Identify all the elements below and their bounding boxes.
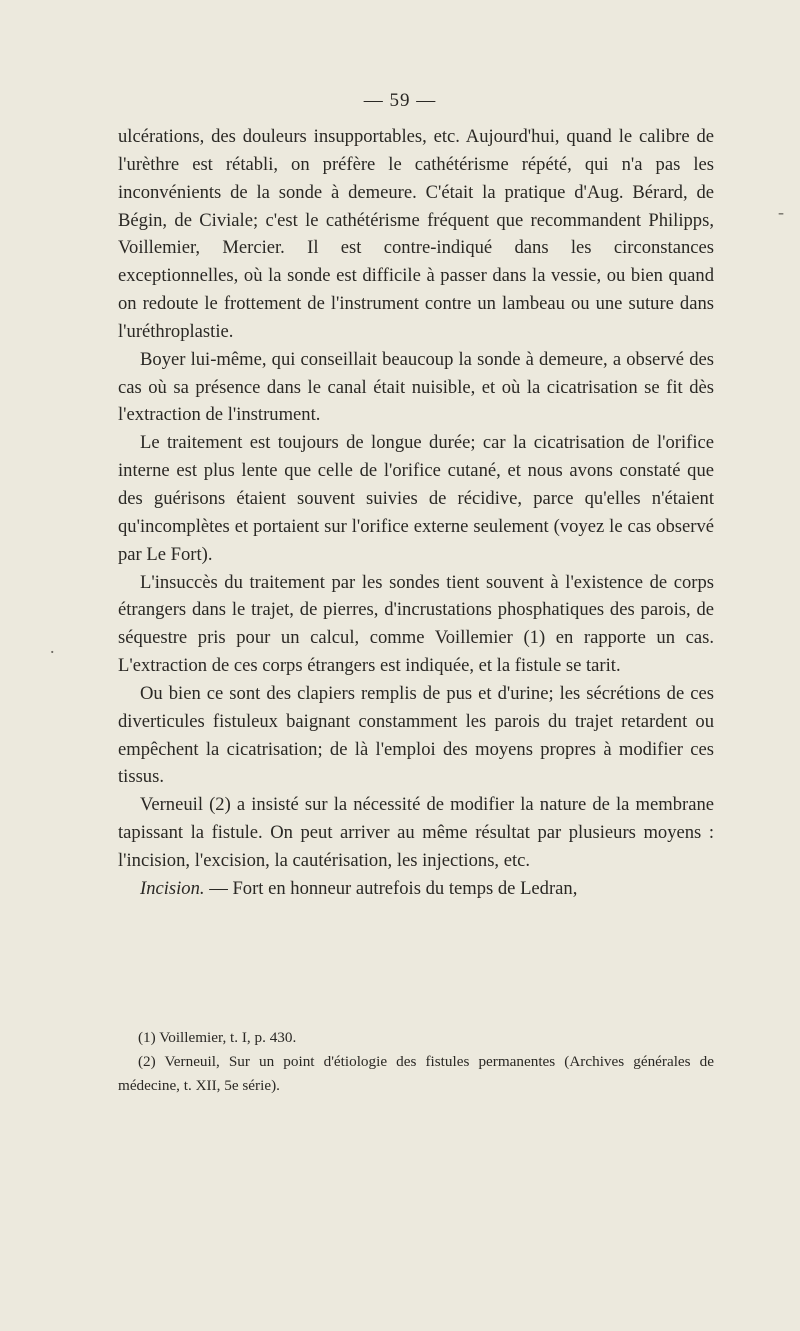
- paragraph: L'insuccès du traitement par les sondes tient souvent à l'existence de corps étrangers dans le trajet, de pierres, d'incrustations phosphatiques des parois, de séquestre pris pour un calcul, comme Voillemier (1) en rapporte un cas. L'extraction de ces corps étrangers est indiquée, et la fistule se tarit.: [118, 571, 714, 677]
- footnotes: [118, 1026, 714, 1098]
- body-text: [118, 123, 714, 903]
- footnote: (1) Voillemier, t. I, p. 430.: [138, 1029, 297, 1046]
- section-heading: Incision.: [140, 877, 205, 899]
- paragraph: Le traitement est toujours de longue durée; car la cicatrisation de l'orifice interne est plus lente que celle de l'orifice cutané, et nous avons constaté que des guérisons étaient souvent suivies de récidive, parce qu'elles n'étaient qu'incomplètes et portaient sur l'orifice externe seulement (voyez le cas observé par Le Fort).: [118, 432, 714, 565]
- paragraph: ulcérations, des douleurs insupportables, etc. Aujourd'hui, quand le calibre de l'urèthre est rétabli, on préfère le cathétérisme répété, qui n'a pas les inconvénients de la sonde à demeure. C'était la pratique d'Aug. Bérard, de Bégin, de Civiale; c'est le cathétérisme fréquent que recommandent Philipps, Voillemier, Mercier. Il est contre-indiqué dans les circonstances exceptionnelles, où la sonde est difficile à passer dans la vessie, ou bien quand on redoute le frottement de l'instrument contre un lambeau ou une suture dans l'uréthroplastie.: [118, 126, 714, 342]
- footnote: (2) Verneuil, Sur un point d'étiologie des fistules permanentes (Archives générales de médecine, t. XII, 5e série).: [118, 1053, 714, 1094]
- paragraph-text: — Fort en honneur autrefois du temps de Ledran,: [204, 877, 578, 899]
- margin-mark: .: [50, 637, 55, 657]
- margin-mark: -: [778, 202, 784, 222]
- paragraph: Verneuil (2) a insisté sur la nécessité de modifier la nature de la membrane tapissant la fistule. On peut arriver au même résultat par plusieurs moyens : l'incision, l'excision, la cautérisation, les injections, etc.: [118, 794, 714, 871]
- paragraph: Boyer lui-même, qui conseillait beaucoup la sonde à demeure, a observé des cas où sa présence dans le canal était nuisible, et où la cicatrisation se fit dès l'extraction de l'instrument.: [118, 348, 714, 426]
- paragraph: Ou bien ce sont des clapiers remplis de pus et d'urine; les sécrétions de ces diverticules fistuleux baignant constamment les parois du trajet retardent ou empêchent la cicatrisation; de là l'emploi des moyens propres à modifier ces tissus.: [118, 682, 714, 788]
- page-number: — 59 —: [363, 90, 437, 111]
- paragraph: [118, 875, 714, 903]
